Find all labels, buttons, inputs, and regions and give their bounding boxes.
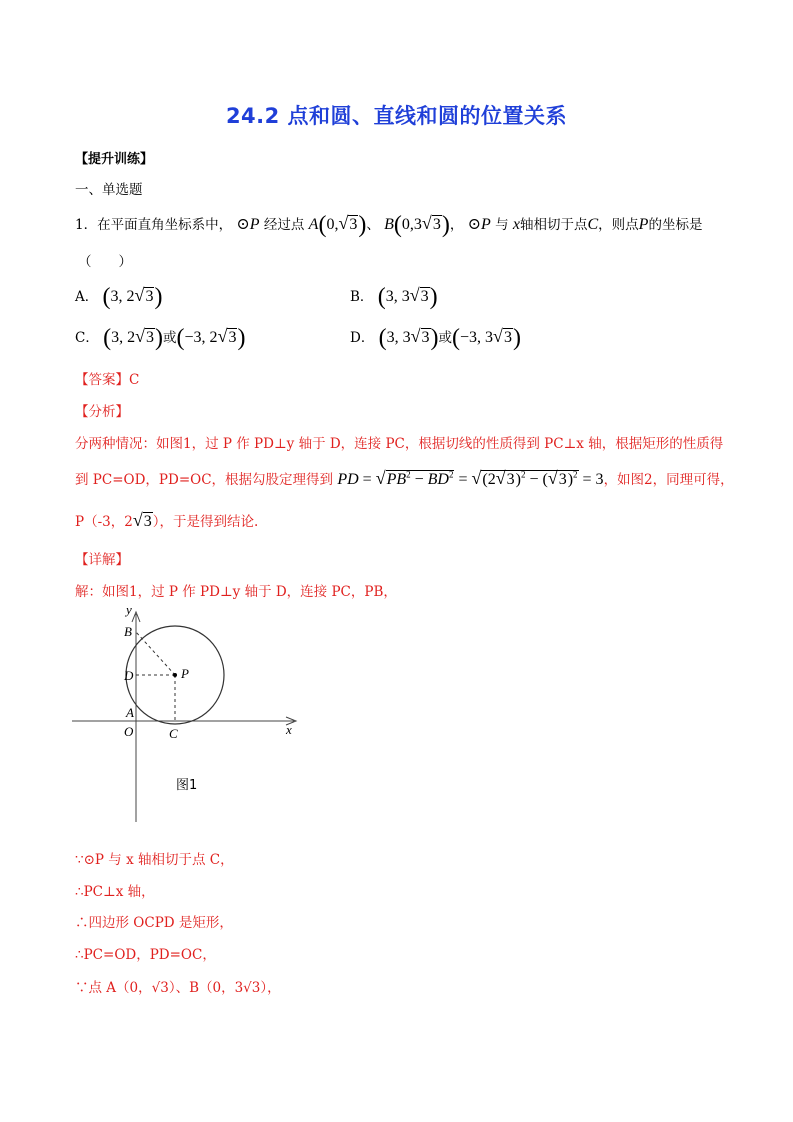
segment-pb (136, 632, 175, 675)
stem-part-2: 经过点 (263, 217, 305, 233)
step-1: ∵⊙P 与 x 轴相切于点 C， (75, 852, 234, 868)
page-title: 24.2 点和圆、直线和圆的位置关系 (225, 104, 568, 128)
analysis-line-2b: ，如图2，同理可得， (603, 472, 734, 488)
detail-intro: 解：如图1，过 P 作 PD⊥y 轴于 D，连接 PC，PB， (75, 584, 397, 600)
analysis-line-1: 分两种情况：如图1，过 P 作 PD⊥y 轴于 D，连接 PC，根据切线的性质得到 PC⊥x 轴，根据矩形的性质得 (75, 436, 724, 452)
analysis-line-3 (75, 510, 258, 531)
stem-part-5: ，则点 (598, 217, 639, 233)
circle-p-symbol: ⊙P (236, 216, 260, 233)
label-o: O (124, 724, 134, 739)
answer-tag: 【答案】 (75, 372, 129, 388)
question-stem: 1．在平面直角坐标系中， ⊙P 经过点 A(0,√3)、 B(0,3√3)， ⊙P 与 x轴相切于点C，则点P的坐标是 (75, 212, 703, 238)
option-d (350, 325, 521, 352)
step-2: ∴PC⊥x 轴， (75, 884, 155, 900)
stem-part-4: 轴相切于点 (520, 217, 588, 233)
option-d-or: 或 (438, 330, 453, 346)
label-a: A (126, 705, 134, 720)
c-var: C (587, 216, 599, 233)
question-number: 1． (75, 217, 98, 233)
option-b (350, 284, 438, 311)
pythagoras-formula: PD = $√PB^2 - BD^2 = √(2√3)^2 - (√3)^2 = 3$ (337, 468, 604, 488)
answer-blank: （ ） (78, 254, 132, 270)
label-b: B (124, 624, 132, 639)
center-p-dot (173, 673, 177, 677)
detail-tag: 【详解】 (75, 552, 129, 568)
point-a-expr: A(0,√3) (308, 212, 367, 238)
analysis-tag: 【分析】 (75, 404, 129, 420)
x-var: x (512, 216, 520, 233)
figure-caption: 图1 (176, 778, 198, 793)
answer-line (75, 368, 139, 388)
label-d: D (124, 668, 134, 683)
section-heading: 一、单选题 (75, 182, 143, 198)
option-d-label: D． (350, 330, 375, 346)
label-c: C (169, 726, 178, 741)
option-c (75, 325, 245, 352)
label-p: P (181, 666, 189, 681)
point-b-expr: B(0,3√3) (384, 212, 450, 238)
stem-part-6: 的坐标是 (648, 217, 703, 233)
answer-value: C (129, 372, 140, 388)
p-var: P (638, 216, 649, 233)
analysis-line-2a: 到 PC=OD，PD=OC，根据勾股定理得到 (75, 472, 334, 488)
step-3: ∴四边形 OCPD 是矩形， (75, 915, 233, 931)
section-tag: 【提升训练】 (75, 152, 154, 167)
option-b-label: B． (350, 289, 374, 305)
option-c-value-2: (−3, 2√3) (176, 325, 246, 351)
circle-p-symbol-2: ⊙P (467, 216, 491, 233)
stem-part-1: 在平面直角坐标系中， (97, 217, 233, 233)
option-b-value: (3, 3√3) (377, 284, 438, 310)
option-c-value-1: (3, 2√3) (103, 325, 164, 351)
option-a-value: (3, 2√3) (102, 284, 163, 310)
label-y: y (126, 602, 132, 617)
option-c-label: C． (75, 330, 99, 346)
figure-1-diagram (60, 600, 320, 830)
option-c-or: 或 (163, 330, 177, 346)
option-d-value-1: (3, 3√3) (378, 325, 439, 351)
sqrt-3-inline: √3 (132, 510, 152, 530)
option-d-value-2: (−3, 3√3) (452, 325, 521, 351)
analysis-line-2 (75, 468, 734, 489)
step-5: ∵点 A（0，√3）、B（0，3√3）， (75, 980, 281, 996)
analysis-line-3a: P（-3，2 (75, 514, 133, 530)
step-4: ∴PC=OD，PD=OC， (75, 947, 216, 963)
option-a (75, 284, 162, 311)
label-x: x (286, 722, 292, 737)
stem-part-3: 与 (495, 217, 509, 233)
analysis-line-3b: ），于是得到结论. (152, 514, 259, 530)
option-a-label: A． (75, 289, 99, 305)
